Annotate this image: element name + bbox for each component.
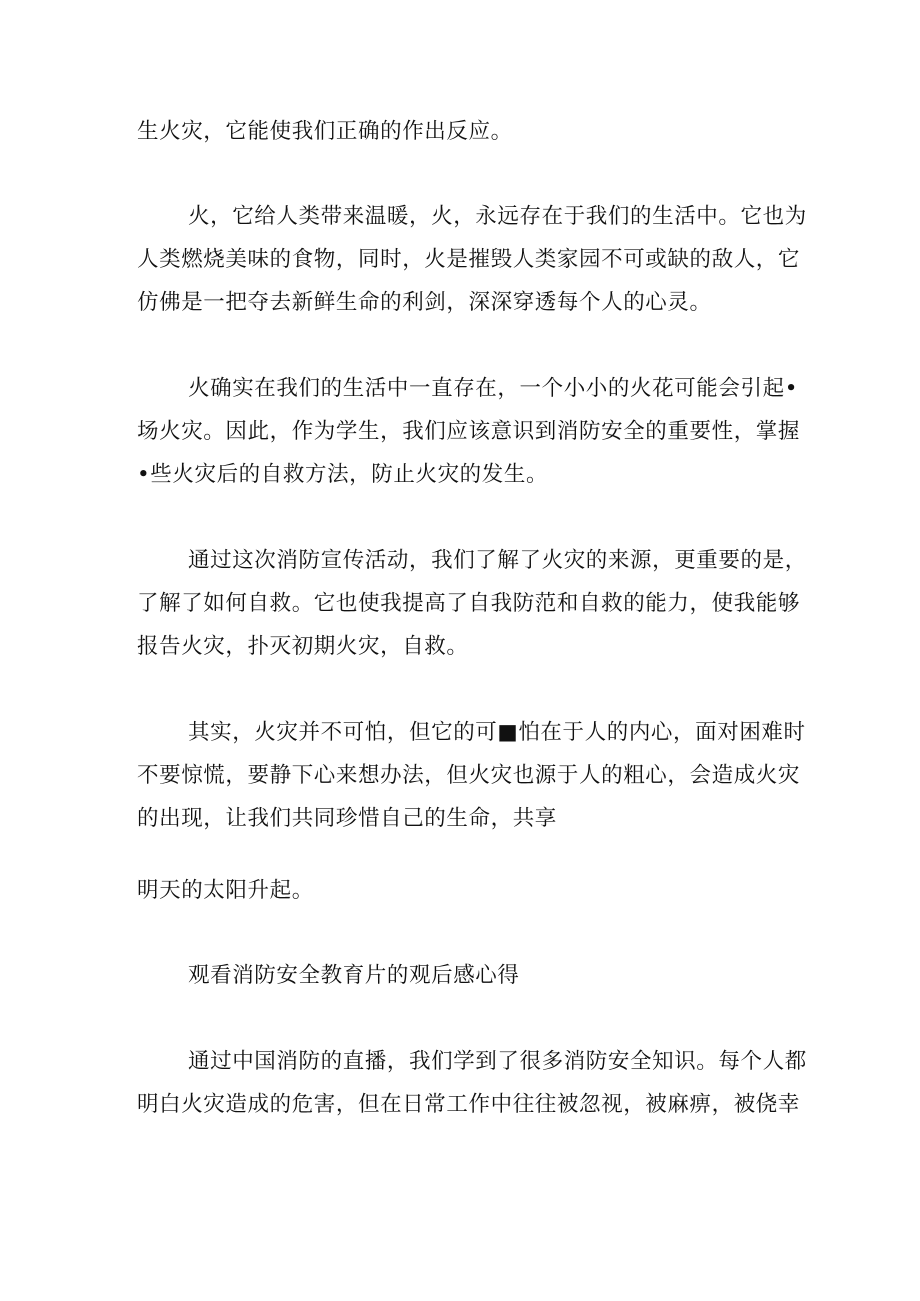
text-line: 报告火灾，扑灭初期火灾，自救。 — [137, 634, 469, 659]
text-line: 明白火灾造成的危害，但在日常工作中往往被忽视，被麻痹，被侥幸 — [137, 1092, 801, 1117]
text-line: 其实，火灾并不可怕，但它的可■怕在于人的内心，面对困难时 — [188, 720, 806, 745]
text-line: 人类燃烧美味的食物，同时，火是摧毁人类家园不可或缺的敌人，它 — [137, 247, 801, 272]
text-line: •些火灾后的自救方法，防止火灾的发生。 — [137, 462, 549, 487]
text-line: 了解了如何自救。它也使我提高了自我防范和自救的能力，使我能够 — [137, 591, 801, 616]
text-line: 火，它给人类带来温暖，火，永远存在于我们的生活中。它也为 — [188, 204, 807, 229]
text-line: 通过这次消防宣传活动，我们了解了火灾的来源，更重要的是， — [188, 548, 807, 573]
text-line: 明天的太阳升起。 — [137, 878, 314, 903]
text-line: 火确实在我们的生活中一直存在，一个小小的火花可能会引起• — [188, 376, 798, 401]
text-line: 通过中国消防的直播，我们学到了很多消防安全知识。每个人都 — [188, 1049, 807, 1074]
text-line: 不要惊慌，要静下心来想办法，但火灾也源于人的粗心，会造成火灾 — [137, 763, 801, 788]
text-line: 的出现，让我们共同珍惜自己的生命，共享 — [137, 806, 557, 831]
text-line: 场火灾。因此，作为学生，我们应该意识到消防安全的重要性，掌握 — [137, 419, 801, 444]
section-heading: 观看消防安全教育片的观后感心得 — [188, 963, 520, 988]
text-line: 仿佛是一把夺去新鲜生命的利剑，深深穿透每个人的心灵。 — [137, 290, 712, 315]
text-line: 生火灾，它能使我们正确的作出反应。 — [137, 119, 513, 144]
